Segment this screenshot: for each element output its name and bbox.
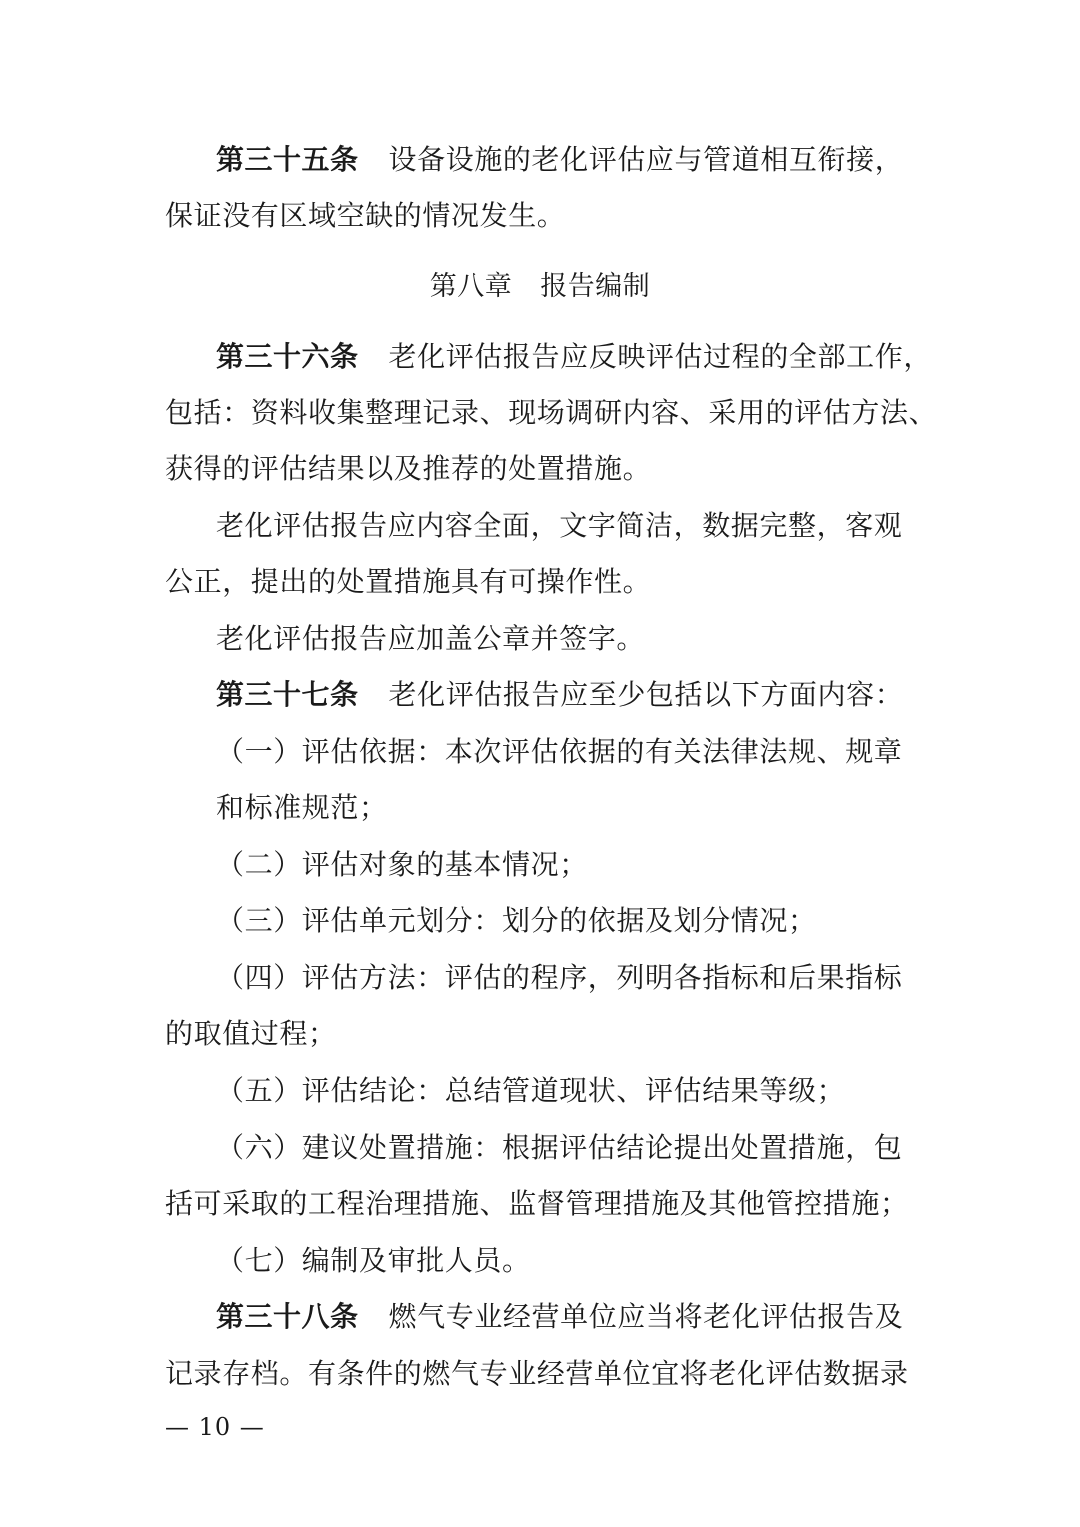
article-37-item-4-line-2: 的取值过程； bbox=[165, 1017, 337, 1050]
article-37-item-1-line-2: 和标准规范； bbox=[216, 791, 388, 824]
article-37-item-3: （三）评估单元划分：划分的依据及划分情况； bbox=[216, 904, 817, 937]
article-36-line-3: 获得的评估结果以及推荐的处置措施。 bbox=[165, 452, 652, 485]
article-36-line-2: 包括：资料收集整理记录、现场调研内容、采用的评估方法、 bbox=[165, 396, 938, 429]
article-37-label: 第三十七条 bbox=[216, 678, 359, 711]
chapter-title: 报告编制 bbox=[540, 271, 651, 302]
article-37-item-5: （五）评估结论：总结管道现状、评估结果等级； bbox=[216, 1074, 846, 1107]
article-36-text: 老化评估报告应反映评估过程的全部工作， bbox=[388, 340, 932, 373]
article-36-para2-line-2: 公正，提出的处置措施具有可操作性。 bbox=[165, 565, 652, 598]
article-36-label: 第三十六条 bbox=[216, 340, 359, 373]
chapter-heading bbox=[0, 270, 1080, 304]
article-37-item-2: （二）评估对象的基本情况； bbox=[216, 848, 588, 881]
article-36-para3-line-1: 老化评估报告应加盖公章并签字。 bbox=[216, 622, 646, 655]
article-36-para2-line-1: 老化评估报告应内容全面，文字简洁，数据完整，客观 bbox=[216, 509, 903, 542]
article-35-line-1 bbox=[216, 143, 976, 177]
chapter-number: 第八章 bbox=[429, 271, 513, 302]
article-37-item-6-line-1: （六）建议处置措施：根据评估结论提出处置措施，包 bbox=[216, 1131, 903, 1164]
article-35-label: 第三十五条 bbox=[216, 143, 359, 176]
article-38-line-2: 记录存档。有条件的燃气专业经营单位宜将老化评估数据录 bbox=[165, 1357, 909, 1390]
page-number: — 10 — bbox=[165, 1413, 265, 1441]
article-38-label: 第三十八条 bbox=[216, 1300, 359, 1333]
article-35-text: 设备设施的老化评估应与管道相互衔接， bbox=[388, 143, 904, 176]
article-37-item-1-line-1: （一）评估依据：本次评估依据的有关法律法规、规章 bbox=[216, 735, 903, 768]
article-37-item-4-line-1: （四）评估方法：评估的程序，列明各指标和后果指标 bbox=[216, 961, 903, 994]
article-37-text: 老化评估报告应至少包括以下方面内容： bbox=[388, 678, 904, 711]
article-38-text: 燃气专业经营单位应当将老化评估报告及 bbox=[388, 1300, 904, 1333]
article-37-item-6-line-2: 括可采取的工程治理措施、监督管理措施及其他管控措施； bbox=[165, 1187, 909, 1220]
article-35-line-2: 保证没有区域空缺的情况发生。 bbox=[165, 199, 566, 232]
article-37-item-7: （七）编制及审批人员。 bbox=[216, 1244, 531, 1277]
article-37-line-1 bbox=[216, 678, 976, 712]
article-38-line-1 bbox=[216, 1300, 976, 1334]
article-36-line-1 bbox=[216, 340, 976, 374]
